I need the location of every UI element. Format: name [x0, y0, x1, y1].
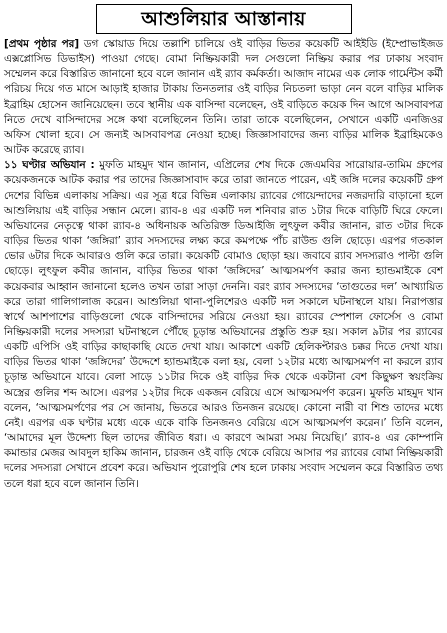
headline: আশুলিয়ার আস্তানায়	[96, 4, 352, 34]
continued-from-front-page-tag: [প্রথম পৃষ্ঠার পর]	[4, 38, 80, 50]
paragraph-2	[4, 158, 443, 491]
subheading-11-hour-operation: ১১ ঘণ্টার অভিযান :	[4, 159, 95, 172]
paragraph-2-text: মুফতি মাহমুদ খান জানান, এপ্রিলের শেষ দিকে জেএমবির সারোয়ার-তামিম গ্রুপের কয়েকজনকে আটক করার পর তাদের জিজ্ঞাসাবাদ করে তারা জানতে পারেন, এই জঙ্গি দলের কয়েকটি গ্রুপ দেশের বিভিন্ন এলাকায় সক্রিয়। এর সূত্র ধরে বিভিন্ন এলাকায় র‌্যাবের গোয়েন্দাদের নজরদারি বাড়ানো হলে আশুলিয়ায় এই বাড়ির সন্ধান মেলে। র‌্যাব-৪ এর একটি দল শনিবার রাত ১টার দিকে বাড়িটি ঘিরে ফেলে। অভিযানের নেতৃত্বে থাকা র‌্যাব-৪ অধিনায়ক অতিরিক্ত ডিআইজি লুৎফুল কবীর জানান, রাত ৩টার দিকে বাড়ির ভিতর থাকা ‘জঙ্গিরা’ র‌্যাব সদস্যদের লক্ষ্য করে কমপক্ষে পাঁচ রাউন্ড গুলি ছোড়ে। এরপর গতকাল ভোর ৬টার দিকে আবারও গুলি করে তারা। কয়েকটি বোমাও ছোড়া হয়। জবাবে র‌্যাব সদস্যরাও পাল্টা গুলি ছোড়ে। লুৎফুল কবীর জানান, বাড়ির ভিতর থাকা ‘জঙ্গিদের’ আত্মসমর্পণ করার জন্য হ্যান্ডমাইকে বেশ কয়েকবার আহ্বান জানানো হলেও তখন তারা সাড়া দেননি। বরং র‌্যাব সদস্যদের ‘তাগুতের দল’ আখ্যায়িত করে তারা গালিগালাজ করেন। আশুলিয়া থানা-পুলিশেরও একটি দল সকালে ঘটনাস্থলে যায়। নিরাপত্তার স্বার্থে আশপাশের বাড়িগুলো থেকে বাসিন্দাদের সরিয়ে নেওয়া হয়। র‌্যাবের স্পেশাল ফোর্সেস ও বোমা নিষ্ক্রিয়কারী দলের সদস্যরা ঘটনাস্থলে পৌঁছে চূড়ান্ত অভিযানের প্রস্তুতি শুরু হয়। সকাল ৯টার পর র‌্যাবের একটি এপিসি ওই বাড়ির কাছাকাছি যেতে দেখা যায়। আকাশে একটি হেলিকপ্টারও চক্কর দিতে দেখা যায়। বাড়ির ভিতর থাকা ‘জঙ্গিদের’ উদ্দেশে হ্যান্ডমাইকে বলা হয়, বেলা ১২টার মধ্যে আত্মসমর্পণ না করলে র‌্যাব চূড়ান্ত অভিযানে যাবে। বেলা সাড়ে ১১টার দিকে ওই বাড়ির দিক থেকে একটানা বেশ কিছুক্ষণ স্বয়ংক্রিয় অস্ত্রের গুলির শব্দ আসে। এরপর ১২টার দিকে একজন বেরিয়ে এসে আত্মসমর্পণ করেন। মুফতি মাহমুদ খান বলেন, ‘আত্মসমর্পণের পর সে জানায়, ভিতরে আরও তিনজন রয়েছে। কোনো নারী বা শিশু তাদের মধ্যে নেই। এরপর এক ঘণ্টার মধ্যে একে একে বাকি তিনজনও বেরিয়ে এসে আত্মসমর্পণ করেন।’ তিনি বলেন, ‘আমাদের মূল উদ্দেশ্য ছিল তাদের জীবিত ধরা। এ কারণে আমরা সময় নিয়েছি।’ র‌্যাব-৪ এর কোম্পানি কমান্ডার মেজর আবদুল হাকিম জানান, চারজন ওই বাড়ি থেকে বেরিয়ে আসার পর র‌্যাবের বোমা নিষ্ক্রিয়কারী দলের সদস্যরা সেখানে প্রবেশ করে। অভিযান পুরোপুরি শেষ হলে ঢাকায় সংবাদ সম্মেলন করে বিস্তারিত তথ্য তলে ধরা হবে বলে জানান তিনি।	[4, 159, 443, 490]
article-body	[4, 37, 443, 492]
paragraph-1	[4, 37, 443, 158]
paragraph-1-text: ডগ স্কোয়াড দিয়ে তল্লাশি চালিয়ে ওই বাড়ির ভিতর কয়েকটি আইইডি (ইম্প্রোভাইজড এক্সপ্লোসিভ ডিভাইস) পাওয়া গেছে। বোমা নিষ্ক্রিয়কারী দল সেগুলো নিষ্ক্রিয় করার পর ঢাকায় সংবাদ সম্মেলন করে বিস্তারিত জানানো হবে বলে জানান এই র‌্যাব কর্মকর্তা। আজাদ নামের এক লোক গার্মেন্টস কর্মী পরিচয় দিয়ে গত মাসে আড়াই হাজার টাকায় তিনতলার ওই বাড়ির নিচতলা ভাড়া নেন বলে বাড়ির মালিক ইব্রাহিম হোসেন জানিয়েছেন। তবে স্থানীয় এক বাসিন্দা বলেছেন, ওই বাড়িতে কয়েক দিন আগে আসবাবপত্র নিতে দেখে বাসিন্দাদের সঙ্গে কথা বলেছিলেন তিনি। তারা তাকে বলেছিলেন, সেখানে একটি এনজিওর অফিস খোলা হবে। সে জন্যই আসবাবপত্র নেওয়া হচ্ছে। জিজ্ঞাসাবাদের জন্য বাড়ির মালিক ইব্রাহিমকেও আটক করেছে র‌্যাব।	[4, 38, 443, 157]
